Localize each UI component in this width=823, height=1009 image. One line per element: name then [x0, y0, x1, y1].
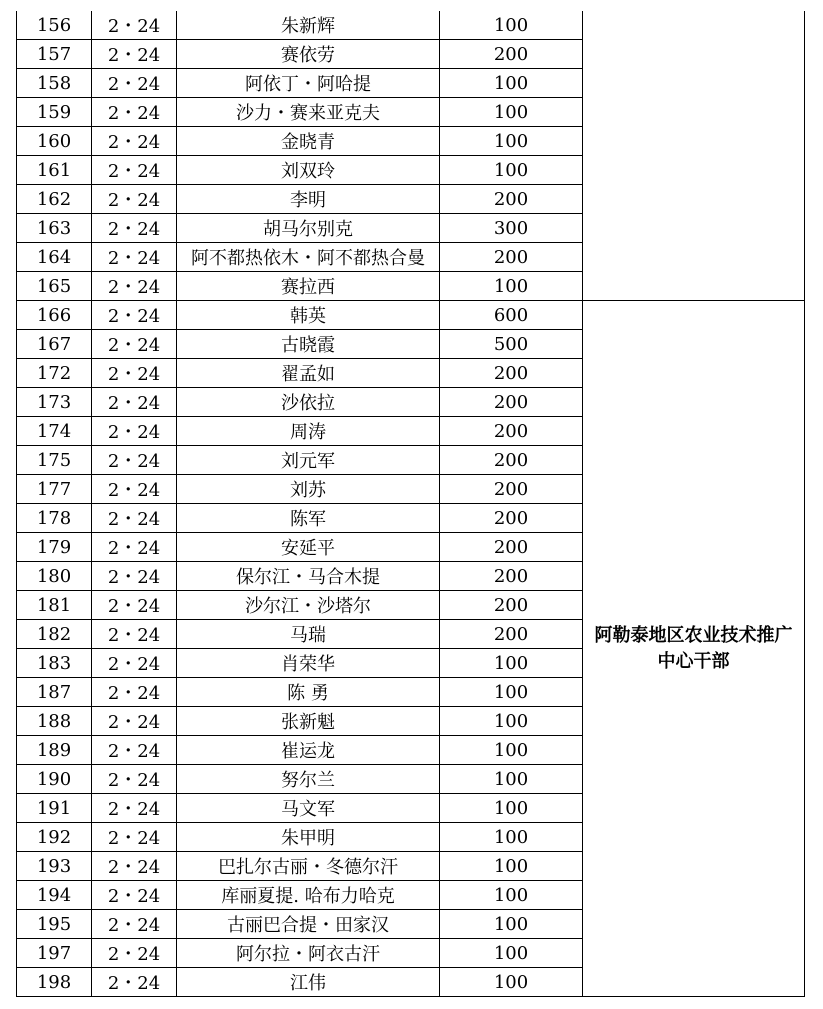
- date-cell: 2・24: [92, 504, 177, 533]
- name-cell: 刘元军: [177, 446, 440, 475]
- row-number: 159: [17, 98, 92, 127]
- name-cell: 古丽巴合提・田家汉: [177, 910, 440, 939]
- name-cell: 安延平: [177, 533, 440, 562]
- name-cell: 胡马尔别克: [177, 214, 440, 243]
- amount-cell: 100: [440, 823, 583, 852]
- row-number: 197: [17, 939, 92, 968]
- row-number: 156: [17, 11, 92, 40]
- amount-cell: 100: [440, 649, 583, 678]
- amount-cell: 500: [440, 330, 583, 359]
- row-number: 177: [17, 475, 92, 504]
- row-number: 191: [17, 794, 92, 823]
- amount-cell: 100: [440, 678, 583, 707]
- date-cell: 2・24: [92, 359, 177, 388]
- row-number: 194: [17, 881, 92, 910]
- date-cell: 2・24: [92, 910, 177, 939]
- name-cell: 肖荣华: [177, 649, 440, 678]
- date-cell: 2・24: [92, 214, 177, 243]
- row-number: 158: [17, 69, 92, 98]
- name-cell: 阿不都热依木・阿不都热合曼: [177, 243, 440, 272]
- row-number: 173: [17, 388, 92, 417]
- name-cell: 韩英: [177, 301, 440, 330]
- date-cell: 2・24: [92, 388, 177, 417]
- date-cell: 2・24: [92, 620, 177, 649]
- name-cell: 金晓青: [177, 127, 440, 156]
- row-number: 174: [17, 417, 92, 446]
- amount-cell: 200: [440, 591, 583, 620]
- date-cell: 2・24: [92, 533, 177, 562]
- row-number: 160: [17, 127, 92, 156]
- name-cell: 沙依拉: [177, 388, 440, 417]
- amount-cell: 200: [440, 359, 583, 388]
- row-number: 179: [17, 533, 92, 562]
- date-cell: 2・24: [92, 272, 177, 301]
- amount-cell: 300: [440, 214, 583, 243]
- name-cell: 马瑞: [177, 620, 440, 649]
- name-cell: 赛依劳: [177, 40, 440, 69]
- date-cell: 2・24: [92, 678, 177, 707]
- amount-cell: 200: [440, 620, 583, 649]
- date-cell: 2・24: [92, 765, 177, 794]
- amount-cell: 100: [440, 156, 583, 185]
- row-number: 172: [17, 359, 92, 388]
- row-number: 164: [17, 243, 92, 272]
- amount-cell: 100: [440, 127, 583, 156]
- row-number: 198: [17, 968, 92, 997]
- amount-cell: 100: [440, 910, 583, 939]
- amount-cell: 200: [440, 388, 583, 417]
- row-number: 162: [17, 185, 92, 214]
- amount-cell: 200: [440, 533, 583, 562]
- row-number: 163: [17, 214, 92, 243]
- amount-cell: 100: [440, 272, 583, 301]
- name-cell: 江伟: [177, 968, 440, 997]
- amount-cell: 100: [440, 852, 583, 881]
- date-cell: 2・24: [92, 301, 177, 330]
- row-number: 183: [17, 649, 92, 678]
- name-cell: 赛拉西: [177, 272, 440, 301]
- row-number: 165: [17, 272, 92, 301]
- amount-cell: 200: [440, 185, 583, 214]
- date-cell: 2・24: [92, 69, 177, 98]
- date-cell: 2・24: [92, 939, 177, 968]
- date-cell: 2・24: [92, 446, 177, 475]
- name-cell: 朱新辉: [177, 11, 440, 40]
- date-cell: 2・24: [92, 417, 177, 446]
- date-cell: 2・24: [92, 852, 177, 881]
- table-body: [17, 11, 805, 997]
- row-number: 166: [17, 301, 92, 330]
- amount-cell: 100: [440, 736, 583, 765]
- date-cell: 2・24: [92, 156, 177, 185]
- name-cell: 陈 勇: [177, 678, 440, 707]
- name-cell: 库丽夏提. 哈布力哈克: [177, 881, 440, 910]
- name-cell: 沙力・赛来亚克夫: [177, 98, 440, 127]
- amount-cell: 200: [440, 504, 583, 533]
- name-cell: 沙尔江・沙塔尔: [177, 591, 440, 620]
- date-cell: 2・24: [92, 127, 177, 156]
- amount-cell: 100: [440, 968, 583, 997]
- date-cell: 2・24: [92, 794, 177, 823]
- row-number: 167: [17, 330, 92, 359]
- table-row: [17, 11, 805, 40]
- date-cell: 2・24: [92, 185, 177, 214]
- name-cell: 努尔兰: [177, 765, 440, 794]
- name-cell: 阿尔拉・阿衣古汗: [177, 939, 440, 968]
- name-cell: 古晓霞: [177, 330, 440, 359]
- date-cell: 2・24: [92, 98, 177, 127]
- row-number: 157: [17, 40, 92, 69]
- date-cell: 2・24: [92, 11, 177, 40]
- amount-cell: 100: [440, 98, 583, 127]
- date-cell: 2・24: [92, 330, 177, 359]
- amount-cell: 200: [440, 562, 583, 591]
- row-number: 181: [17, 591, 92, 620]
- name-cell: 李明: [177, 185, 440, 214]
- name-cell: 保尔江・马合木提: [177, 562, 440, 591]
- amount-cell: 100: [440, 11, 583, 40]
- row-number: 182: [17, 620, 92, 649]
- name-cell: 马文军: [177, 794, 440, 823]
- row-number: 178: [17, 504, 92, 533]
- row-number: 193: [17, 852, 92, 881]
- amount-cell: 600: [440, 301, 583, 330]
- date-cell: 2・24: [92, 591, 177, 620]
- amount-cell: 100: [440, 794, 583, 823]
- name-cell: 周涛: [177, 417, 440, 446]
- date-cell: 2・24: [92, 649, 177, 678]
- amount-cell: 100: [440, 69, 583, 98]
- unit-cell-department: 阿勒泰地区农业技术推广中心干部: [583, 301, 805, 997]
- name-cell: 张新魁: [177, 707, 440, 736]
- amount-cell: 100: [440, 939, 583, 968]
- row-number: 187: [17, 678, 92, 707]
- amount-cell: 200: [440, 417, 583, 446]
- row-number: 195: [17, 910, 92, 939]
- row-number: 190: [17, 765, 92, 794]
- date-cell: 2・24: [92, 881, 177, 910]
- amount-cell: 200: [440, 40, 583, 69]
- donation-table: [16, 11, 805, 997]
- name-cell: 阿依丁・阿哈提: [177, 69, 440, 98]
- name-cell: 刘双玲: [177, 156, 440, 185]
- amount-cell: 100: [440, 881, 583, 910]
- date-cell: 2・24: [92, 968, 177, 997]
- name-cell: 崔运龙: [177, 736, 440, 765]
- table-row: [17, 301, 805, 330]
- row-number: 188: [17, 707, 92, 736]
- date-cell: 2・24: [92, 562, 177, 591]
- date-cell: 2・24: [92, 40, 177, 69]
- row-number: 161: [17, 156, 92, 185]
- row-number: 175: [17, 446, 92, 475]
- unit-cell-empty: [583, 11, 805, 301]
- amount-cell: 200: [440, 446, 583, 475]
- name-cell: 巴扎尔古丽・冬德尔汗: [177, 852, 440, 881]
- date-cell: 2・24: [92, 823, 177, 852]
- date-cell: 2・24: [92, 243, 177, 272]
- name-cell: 翟孟如: [177, 359, 440, 388]
- name-cell: 朱甲明: [177, 823, 440, 852]
- row-number: 180: [17, 562, 92, 591]
- row-number: 189: [17, 736, 92, 765]
- amount-cell: 200: [440, 475, 583, 504]
- date-cell: 2・24: [92, 707, 177, 736]
- row-number: 192: [17, 823, 92, 852]
- name-cell: 陈军: [177, 504, 440, 533]
- amount-cell: 100: [440, 707, 583, 736]
- amount-cell: 100: [440, 765, 583, 794]
- name-cell: 刘苏: [177, 475, 440, 504]
- date-cell: 2・24: [92, 736, 177, 765]
- date-cell: 2・24: [92, 475, 177, 504]
- amount-cell: 200: [440, 243, 583, 272]
